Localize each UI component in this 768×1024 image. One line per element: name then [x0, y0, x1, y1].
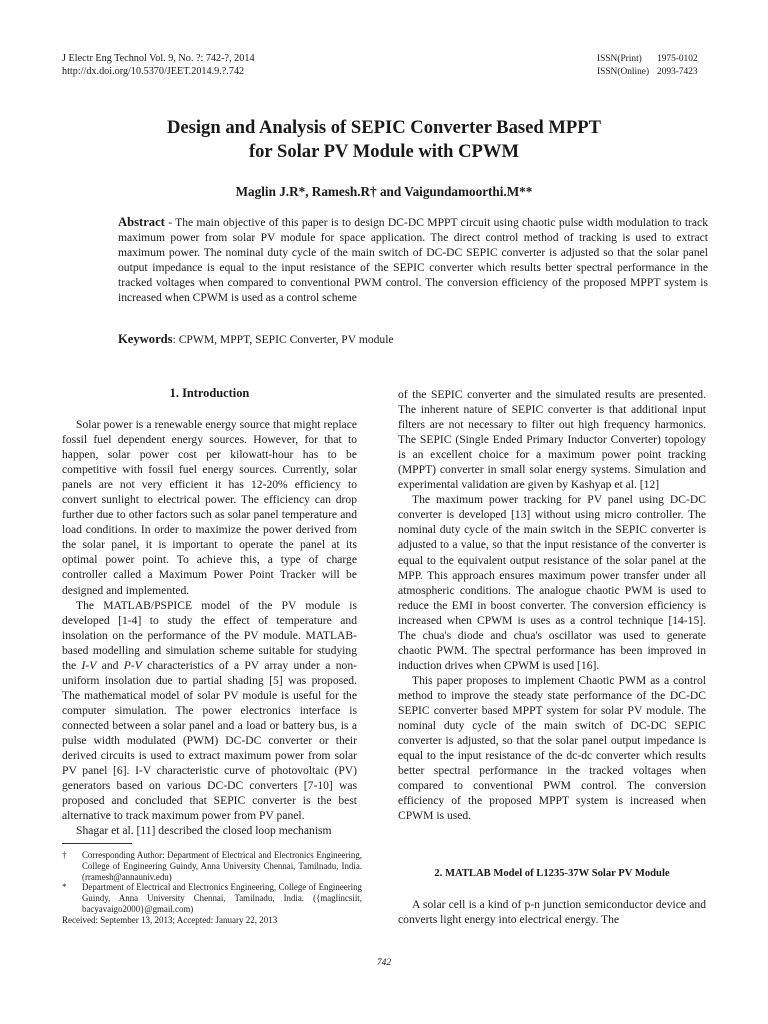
- intro-paragraph-3: Shagar et al. [11] described the closed loop mechanism: [76, 824, 332, 838]
- iv-term: I-V: [81, 658, 97, 672]
- footnote-affiliation: [62, 882, 362, 914]
- abstract: [118, 215, 708, 306]
- keywords-text: : CPWM, MPPT, SEPIC Converter, PV module: [172, 333, 394, 346]
- footnote-divider: [62, 843, 132, 844]
- footnote-1-text: Corresponding Author: Department of Electrical and Electronics Engineering, College of Engineering Guindy, Anna University Chennai, Tamilnadu, India. (rramesh@annauniv.edu): [82, 850, 362, 882]
- intro-paragraph-3-continued: of the SEPIC converter and the simulated results are presented. The inherent nature of SEPIC converter is that additional input filters are not necessary to filter out high frequency harmonics. The SEPIC (Single Ended Primary Inductor Converter) topology is an excellent choice for a maximum power point tracking (MPPT) converter in small solar energy systems. Simulation and experimental validation are given by Kashyap et al. [12]: [398, 388, 706, 492]
- intro-p2-part-a: The MATLAB/PSPICE model of the PV module is developed [1-4] to study the effect of temperature and insolation on the performance of the PV module. MATLAB-based modelling and simulation scheme suitable for studying the: [62, 598, 357, 672]
- abstract-text: - The main objective of this paper is to design DC-DC MPPT circuit using chaotic pulse width modulation to track maximum power from solar PV module for space application. The direct control method of tracking is used to extract maximum power. The nominal duty cycle of the main switch of DC-DC SEPIC converter is adjusted so that the solar panel output impedance is equal to the input resistance of the SEPIC converter which results better spectral performance in the tracked voltages when compared to conventional PWM control. The conversion efficiency of the proposed MPPT system is increased when CPWM is used as a control scheme: [118, 216, 708, 305]
- issn-block: [597, 53, 698, 79]
- intro-p2-part-c: characteristics of a PV array under a non-uniform insolation due to partial shading [5] was proposed. The mathematical model of solar PV module is useful for the computer simulation. The power electronics interface is connected between a solar panel and a load or battery bus, is a pulse width modulated (PWM) DC-DC converter or their derived circuits is used to extract maximum power from solar PV panel [6]. I-V characteristic curve of photovoltaic (PV) generators based on various DC-DC converters [7-10] was proposed and concluded that SEPIC converter is the best alternative to track maximum power from PV panel.: [62, 658, 357, 823]
- section-heading-matlab-model: 2. MATLAB Model of L1235-37W Solar PV Module: [434, 868, 670, 879]
- received-accepted-dates: Received: September 13, 2013; Accepted: January 22, 2013: [62, 915, 278, 925]
- left-column: [62, 417, 357, 838]
- footnote-2-text: Department of Electrical and Electronics Engineering, College of Engineering Guindy, Anna University Chennai, Tamilnadu, India. ({maglincsiit, bacyavaigo2000}@gmail.com): [82, 882, 362, 914]
- paper-title: [62, 116, 706, 164]
- pv-term: P-V: [123, 658, 142, 672]
- dagger-symbol: †: [62, 850, 67, 860]
- title-line-1: Design and Analysis of SEPIC Converter Based MPPT: [166, 117, 602, 138]
- intro-paragraph-1: Solar power is a renewable energy source that might replace fossil fuel dependent energy sources. However, for that to happen, solar power cost per kilowatt-hour has to be competitive with fossil fuel energy sources. Currently, solar panels are not very efficient it has 12-20% efficiency to convert sunlight to electrical power. The efficiency can drop further due to other factors such as solar panel temperature and load conditions. In order to maximize the power derived from the solar panel, it is important to operate the panel at its optimal power point. To achieve this, a type of charge controller called a Maximum Power Point Tracker will be designed and implemented.: [62, 418, 357, 597]
- doi-link[interactable]: http://dx.doi.org/10.5370/JEET.2014.9.?.742: [62, 65, 245, 77]
- section2-paragraph-1: A solar cell is a kind of p-n junction semiconductor device and converts light energy into electrical energy. The: [398, 898, 706, 927]
- keywords: [118, 332, 394, 347]
- intro-p2-part-b: and: [96, 658, 124, 672]
- footnote-corresponding-author: [62, 850, 362, 882]
- journal-header: [62, 53, 255, 79]
- issn-online-value: 2093-7423: [657, 66, 698, 77]
- keywords-label: Keywords: [118, 332, 173, 346]
- issn-online-label: ISSN(Online): [597, 66, 650, 77]
- asterisk-symbol: *: [62, 882, 67, 892]
- right-column: [398, 387, 706, 823]
- author-list: Maglin J.R*, Ramesh.R† and Vaigundamoorthi.M**: [235, 184, 533, 199]
- issn-print-value: 1975-0102: [657, 54, 698, 64]
- intro-paragraph-4: The maximum power tracking for PV panel using DC-DC converter is developed [13] without using micro controller. The nominal duty cycle of the main switch in the SEPIC converter is adjusted to a value, so that the input resistance of the converter is equal to the equivalent output resistance of the solar panel at the MPP. This approach ensures maximum power transfer under all atmospheric conditions. The analogue chaotic PWM is used to reduce the EMI in boost converter. The conversion efficiency is increased when CPWM is uses as a control technique [14-15]. The chua's diode and chua's oscillator was used to generate chaotic PWM. The spectral performance has been improved in induction drives when CPWM is used [16].: [398, 493, 706, 672]
- title-line-2: for Solar PV Module with CPWM: [248, 141, 520, 162]
- page-number: 742: [376, 958, 392, 968]
- intro-paragraph-2: [62, 598, 357, 824]
- abstract-label: Abstract: [118, 215, 165, 229]
- section-heading-introduction: 1. Introduction: [169, 386, 250, 400]
- journal-citation: J Electr Eng Technol Vol. 9, No. ?: 742-?, 2014: [62, 53, 255, 64]
- issn-print-label: ISSN(Print): [597, 54, 642, 64]
- section2-body: [398, 897, 706, 927]
- intro-paragraph-5: This paper proposes to implement Chaotic PWM as a control method to improve the steady state performance of the DC-DC SEPIC converter based MPPT system for solar PV module. The nominal duty cycle of the main switch of DC-DC SEPIC converter is adjusted, so that the solar panel output impedance is equal to the input resistance of the dc-dc converter which results better spectral performance in the tracked voltages when compared to conventional PWM control. The conversion efficiency of the proposed MPPT system is increased when CPWM is used.: [398, 673, 706, 823]
